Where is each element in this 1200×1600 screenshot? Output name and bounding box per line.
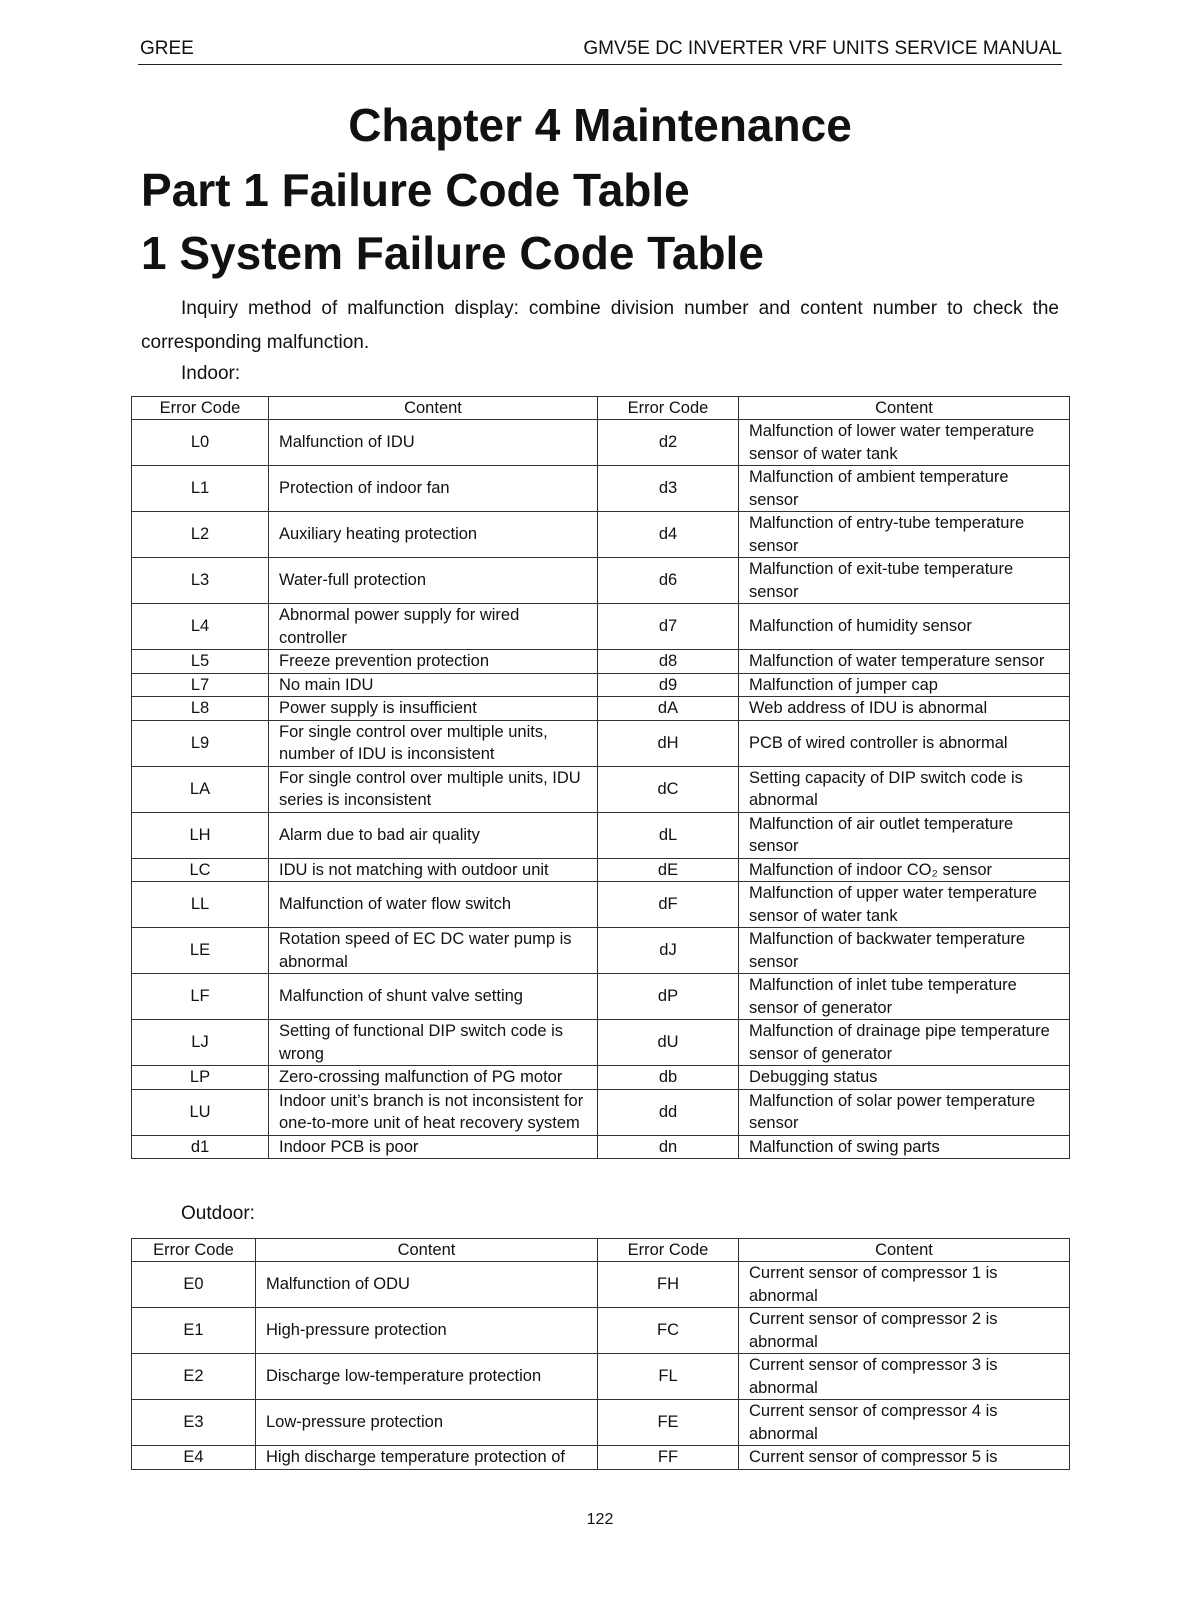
content-cell: Setting of functional DIP switch code is wrong	[269, 1020, 598, 1066]
error-code-cell: LC	[132, 858, 269, 882]
manual-title: GMV5E DC INVERTER VRF UNITS SERVICE MANUAL	[583, 38, 1062, 59]
content-cell: Low-pressure protection	[256, 1400, 598, 1446]
error-code-cell: dP	[598, 974, 739, 1020]
content-cell: Web address of IDU is abnormal	[739, 697, 1070, 721]
table-row	[132, 882, 1070, 928]
content-cell: Current sensor of compressor 2 is abnormal	[739, 1308, 1070, 1354]
error-code-cell: LJ	[132, 1020, 269, 1066]
content-cell: Discharge low-temperature protection	[256, 1354, 598, 1400]
content-cell: Indoor PCB is poor	[269, 1135, 598, 1159]
content-cell: PCB of wired controller is abnormal	[739, 720, 1070, 766]
error-code-cell: LU	[132, 1089, 269, 1135]
content-cell: Malfunction of water temperature sensor	[739, 650, 1070, 674]
error-code-cell: db	[598, 1066, 739, 1090]
chapter-title: Chapter 4 Maintenance	[348, 99, 852, 151]
content-cell: Malfunction of jumper cap	[739, 673, 1070, 697]
content-cell: Alarm due to bad air quality	[269, 812, 598, 858]
error-code-cell: E1	[132, 1308, 256, 1354]
column-header: Error Code	[132, 397, 269, 420]
error-code-cell: d7	[598, 604, 739, 650]
brand-name: GREE	[140, 38, 194, 59]
table-row	[132, 673, 1070, 697]
error-code-cell: dU	[598, 1020, 739, 1066]
content-cell: Malfunction of humidity sensor	[739, 604, 1070, 650]
error-code-cell: L7	[132, 673, 269, 697]
content-cell: Current sensor of compressor 5 is	[739, 1446, 1070, 1470]
indoor-failure-code-table	[131, 396, 1070, 1159]
table-row	[132, 1089, 1070, 1135]
error-code-cell: d1	[132, 1135, 269, 1159]
content-cell: Malfunction of exit-tube temperature sensor	[739, 558, 1070, 604]
part-title: Part 1 Failure Code Table	[141, 164, 690, 216]
content-cell: Water-full protection	[269, 558, 598, 604]
table-row	[132, 558, 1070, 604]
content-cell: Abnormal power supply for wired controller	[269, 604, 598, 650]
table-row	[132, 812, 1070, 858]
table-header-row	[132, 397, 1070, 420]
content-cell: Current sensor of compressor 3 is abnormal	[739, 1354, 1070, 1400]
error-code-cell: dL	[598, 812, 739, 858]
error-code-cell: FL	[598, 1354, 739, 1400]
error-code-cell: dn	[598, 1135, 739, 1159]
indoor-label: Indoor:	[181, 363, 241, 384]
table-row	[132, 720, 1070, 766]
error-code-cell: L1	[132, 466, 269, 512]
page-header	[138, 36, 1062, 65]
content-cell: High discharge temperature protection of	[256, 1446, 598, 1470]
intro-paragraph: Inquiry method of malfunction display: combine division number and content number to check the corresponding malfunction.	[141, 298, 1059, 353]
column-header: Content	[739, 397, 1070, 420]
content-cell: Malfunction of IDU	[269, 420, 598, 466]
error-code-cell: LF	[132, 974, 269, 1020]
error-code-cell: dH	[598, 720, 739, 766]
content-cell: High-pressure protection	[256, 1308, 598, 1354]
error-code-cell: dA	[598, 697, 739, 721]
error-code-cell: L0	[132, 420, 269, 466]
content-cell: Debugging status	[739, 1066, 1070, 1090]
table-row	[132, 1446, 1070, 1470]
column-header: Error Code	[598, 397, 739, 420]
error-code-cell: L4	[132, 604, 269, 650]
table-row	[132, 420, 1070, 466]
table-row	[132, 1135, 1070, 1159]
section-title: 1 System Failure Code Table	[141, 227, 764, 279]
error-code-cell: dF	[598, 882, 739, 928]
table-row	[132, 858, 1070, 882]
error-code-cell: d9	[598, 673, 739, 697]
outdoor-table-body	[132, 1262, 1070, 1470]
column-header: Error Code	[132, 1239, 256, 1262]
outdoor-failure-code-table	[131, 1238, 1070, 1470]
content-cell: Malfunction of drainage pipe temperature sensor of generator	[739, 1020, 1070, 1066]
table-row	[132, 650, 1070, 674]
table-row	[132, 1066, 1070, 1090]
column-header: Content	[256, 1239, 598, 1262]
table-row	[132, 466, 1070, 512]
error-code-cell: LL	[132, 882, 269, 928]
error-code-cell: L2	[132, 512, 269, 558]
content-cell: For single control over multiple units, number of IDU is inconsistent	[269, 720, 598, 766]
content-cell: Malfunction of indoor CO₂ sensor	[739, 858, 1070, 882]
content-cell: Malfunction of backwater temperature sensor	[739, 928, 1070, 974]
column-header: Content	[739, 1239, 1070, 1262]
content-cell: Malfunction of ambient temperature sensor	[739, 466, 1070, 512]
error-code-cell: E0	[132, 1262, 256, 1308]
content-cell: Malfunction of shunt valve setting	[269, 974, 598, 1020]
content-cell: Malfunction of upper water temperature sensor of water tank	[739, 882, 1070, 928]
error-code-cell: d4	[598, 512, 739, 558]
content-cell: Power supply is insufficient	[269, 697, 598, 721]
content-cell: Malfunction of entry-tube temperature sensor	[739, 512, 1070, 558]
column-header: Error Code	[598, 1239, 739, 1262]
error-code-cell: dd	[598, 1089, 739, 1135]
error-code-cell: LP	[132, 1066, 269, 1090]
error-code-cell: E2	[132, 1354, 256, 1400]
table-header-row	[132, 1239, 1070, 1262]
error-code-cell: d3	[598, 466, 739, 512]
content-cell: Malfunction of water flow switch	[269, 882, 598, 928]
error-code-cell: d2	[598, 420, 739, 466]
error-code-cell: FF	[598, 1446, 739, 1470]
error-code-cell: LA	[132, 766, 269, 812]
content-cell: Auxiliary heating protection	[269, 512, 598, 558]
content-cell: Freeze prevention protection	[269, 650, 598, 674]
content-cell: Protection of indoor fan	[269, 466, 598, 512]
column-header: Content	[269, 397, 598, 420]
content-cell: Malfunction of lower water temperature sensor of water tank	[739, 420, 1070, 466]
outdoor-label: Outdoor:	[181, 1203, 255, 1224]
error-code-cell: L9	[132, 720, 269, 766]
table-row	[132, 512, 1070, 558]
content-cell: Current sensor of compressor 4 is abnormal	[739, 1400, 1070, 1446]
content-cell: No main IDU	[269, 673, 598, 697]
error-code-cell: dJ	[598, 928, 739, 974]
content-cell: Malfunction of solar power temperature sensor	[739, 1089, 1070, 1135]
table-row	[132, 974, 1070, 1020]
table-row	[132, 1308, 1070, 1354]
content-cell: Zero-crossing malfunction of PG motor	[269, 1066, 598, 1090]
content-cell: Malfunction of inlet tube temperature sensor of generator	[739, 974, 1070, 1020]
error-code-cell: L3	[132, 558, 269, 604]
indoor-table-body	[132, 420, 1070, 1159]
table-row	[132, 928, 1070, 974]
page-number: 122	[586, 1511, 614, 1528]
table-row	[132, 766, 1070, 812]
table-row	[132, 1262, 1070, 1308]
content-cell: Malfunction of ODU	[256, 1262, 598, 1308]
content-cell: Malfunction of swing parts	[739, 1135, 1070, 1159]
error-code-cell: E4	[132, 1446, 256, 1470]
content-cell: Setting capacity of DIP switch code is abnormal	[739, 766, 1070, 812]
table-row	[132, 1400, 1070, 1446]
table-row	[132, 1020, 1070, 1066]
table-row	[132, 697, 1070, 721]
error-code-cell: dE	[598, 858, 739, 882]
error-code-cell: LH	[132, 812, 269, 858]
table-row	[132, 604, 1070, 650]
content-cell: Malfunction of air outlet temperature sensor	[739, 812, 1070, 858]
error-code-cell: d6	[598, 558, 739, 604]
content-cell: Indoor unit’s branch is not inconsistent for one-to-more unit of heat recovery system	[269, 1089, 598, 1135]
error-code-cell: LE	[132, 928, 269, 974]
content-cell: Rotation speed of EC DC water pump is abnormal	[269, 928, 598, 974]
error-code-cell: FE	[598, 1400, 739, 1446]
table-row	[132, 1354, 1070, 1400]
error-code-cell: d8	[598, 650, 739, 674]
error-code-cell: L8	[132, 697, 269, 721]
error-code-cell: FH	[598, 1262, 739, 1308]
error-code-cell: L5	[132, 650, 269, 674]
content-cell: IDU is not matching with outdoor unit	[269, 858, 598, 882]
content-cell: For single control over multiple units, IDU series is inconsistent	[269, 766, 598, 812]
content-cell: Current sensor of compressor 1 is abnormal	[739, 1262, 1070, 1308]
error-code-cell: dC	[598, 766, 739, 812]
error-code-cell: FC	[598, 1308, 739, 1354]
error-code-cell: E3	[132, 1400, 256, 1446]
